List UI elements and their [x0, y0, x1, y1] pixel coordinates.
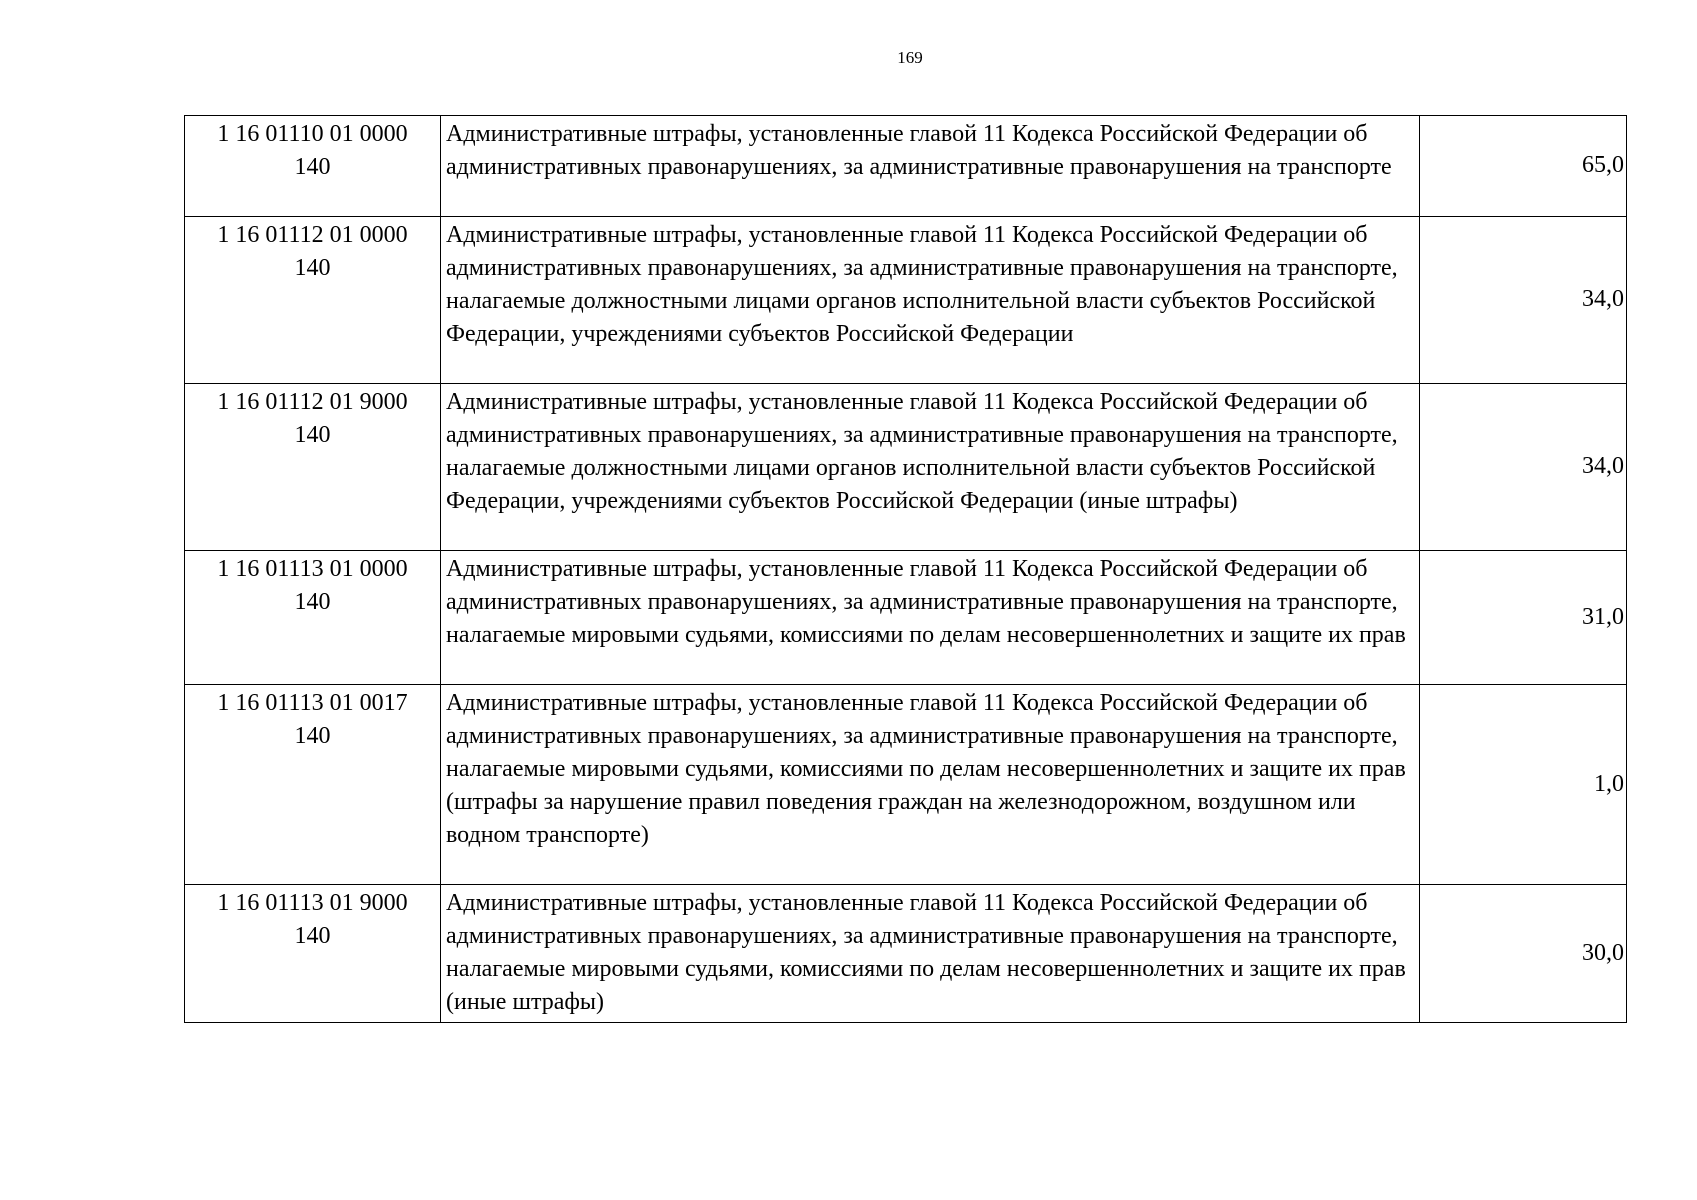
table-row	[185, 384, 1627, 551]
classification-code: 1 16 01110 01 0000	[217, 121, 408, 147]
amount-cell: 30,0	[1420, 885, 1627, 1023]
table-row	[185, 685, 1627, 885]
classification-code-suffix: 140	[294, 255, 331, 281]
classification-code: 1 16 01113 01 0000	[217, 556, 408, 582]
classification-code-suffix: 140	[294, 923, 331, 949]
classification-code: 1 16 01112 01 0000	[217, 222, 408, 248]
revenue-description-cell: Административные штрафы, установленные главой 11 Кодекса Российской Федерации об административных правонарушениях, за административные правонарушения на транспорте, налагаемые должностными лицами органов исполнительной власти субъектов Российской Федерации, учреждениями субъектов Российской Федерации	[441, 217, 1420, 384]
classification-code-suffix: 140	[294, 154, 331, 180]
classification-code-cell	[185, 551, 441, 685]
classification-code: 1 16 01112 01 9000	[217, 389, 408, 415]
classification-code-cell	[185, 885, 441, 1023]
classification-code-cell	[185, 384, 441, 551]
amount-cell: 65,0	[1420, 116, 1627, 217]
table-row	[185, 116, 1627, 217]
classification-code-suffix: 140	[294, 422, 331, 448]
page-number: 169	[897, 48, 923, 67]
table-row	[185, 551, 1627, 685]
revenue-description-cell: Административные штрафы, установленные главой 11 Кодекса Российской Федерации об административных правонарушениях, за административные правонарушения на транспорте, налагаемые должностными лицами органов исполнительной власти субъектов Российской Федерации, учреждениями субъектов Российской Федерации (иные штрафы)	[441, 384, 1420, 551]
classification-code-cell	[185, 116, 441, 217]
amount-cell: 1,0	[1420, 685, 1627, 885]
table-row	[185, 217, 1627, 384]
revenue-description-cell: Административные штрафы, установленные главой 11 Кодекса Российской Федерации об административных правонарушениях, за административные правонарушения на транспорте, налагаемые мировыми судьями, комиссиями по делам несовершеннолетних и защите их прав (иные штрафы)	[441, 885, 1420, 1023]
revenue-description-cell: Административные штрафы, установленные главой 11 Кодекса Российской Федерации об административных правонарушениях, за административные правонарушения на транспорте, налагаемые мировыми судьями, комиссиями по делам несовершеннолетних и защите их прав (штрафы за нарушение правил поведения граждан на железнодорожном, воздушном или водном транспорте)	[441, 685, 1420, 885]
table-row	[185, 885, 1627, 1023]
revenue-description-cell: Административные штрафы, установленные главой 11 Кодекса Российской Федерации об административных правонарушениях, за административные правонарушения на транспорте	[441, 116, 1420, 217]
classification-code-suffix: 140	[294, 723, 331, 749]
amount-cell: 34,0	[1420, 384, 1627, 551]
classification-code-suffix: 140	[294, 589, 331, 615]
amount-cell: 34,0	[1420, 217, 1627, 384]
revenue-description-cell: Административные штрафы, установленные главой 11 Кодекса Российской Федерации об административных правонарушениях, за административные правонарушения на транспорте, налагаемые мировыми судьями, комиссиями по делам несовершеннолетних и защите их прав	[441, 551, 1420, 685]
classification-code: 1 16 01113 01 0017	[217, 690, 408, 716]
classification-code: 1 16 01113 01 9000	[217, 890, 408, 916]
classification-code-cell	[185, 685, 441, 885]
budget-revenue-table	[184, 115, 1627, 1023]
classification-code-cell	[185, 217, 441, 384]
amount-cell: 31,0	[1420, 551, 1627, 685]
